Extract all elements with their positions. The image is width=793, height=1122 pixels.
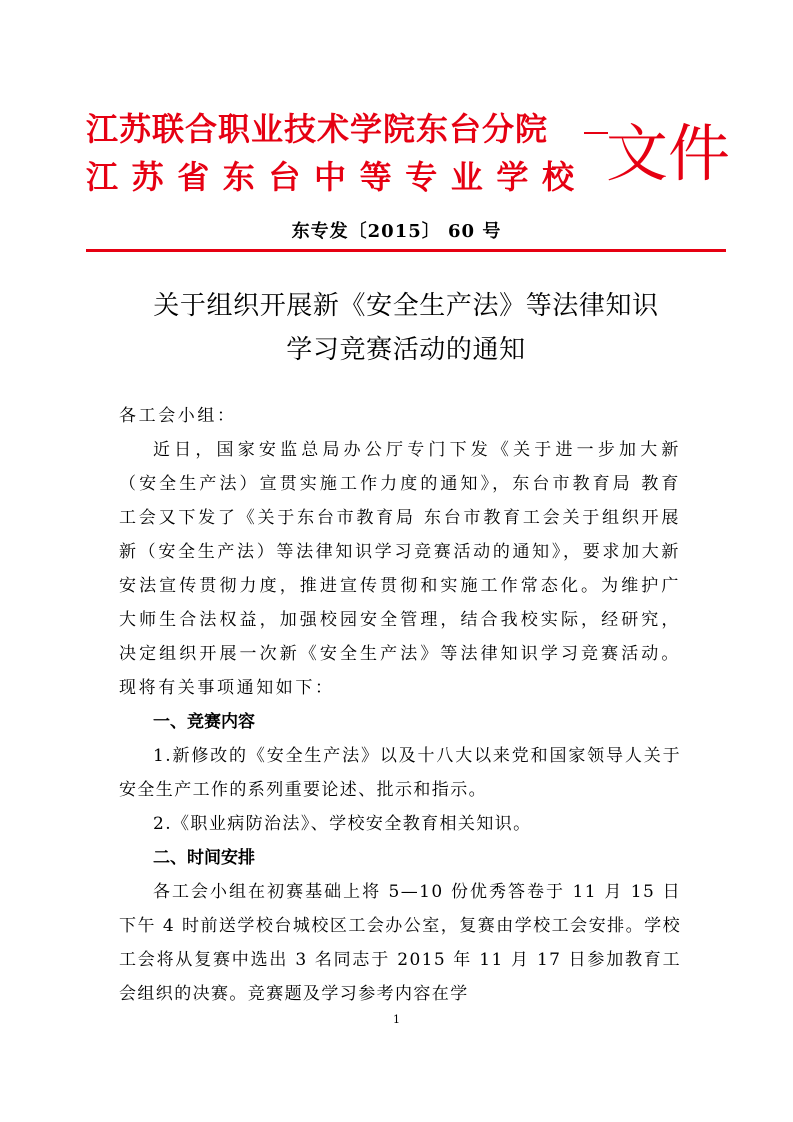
letterhead-connector-line	[584, 132, 608, 134]
document-body	[119, 399, 681, 1011]
body-paragraph-intro: 近日，国家安监总局办公厅专门下发《关于进一步加大新（安全生产法）宣贯实施工作力度的通知》，东台市教育局 教育工会又下发了《关于东台市教育局 东台市教育工会关于组织开展新（安全生产法）等法律知识学习竞赛活动的通知》，要求加大新安法宣传贯彻力度，推进宣传贯彻和实施工作常态化。为维护广大师生合法权益，加强校园安全管理，结合我校实际，经研究，决定组织开展一次新《安全生产法》等法律知识学习竞赛活动。现将有关事项通知如下：	[119, 440, 681, 698]
document-title-line-2: 学习竞赛活动的通知	[286, 335, 526, 365]
body-paragraph-schedule: 各工会小组在初赛基础上将 5—10 份优秀答卷于 11 月 15 日下午 4 时前送学校台城校区工会办公室，复赛由学校工会安排。学校工会将从复赛中选出 3 名同志于 2015 年 11 月 17 日参加教育工会组织的决赛。竞赛题及学习参考内容在学	[119, 882, 681, 1004]
letterhead	[86, 108, 731, 208]
letterhead-document-word: 文件	[606, 117, 731, 190]
section-item-2: 2.《职业病防治法》、学校安全教育相关知识。	[153, 814, 532, 834]
salutation: 各工会小组：	[119, 406, 237, 426]
section-heading-schedule: 二、时间安排	[153, 848, 255, 868]
letterhead-org-line-1: 江苏联合职业技术学院东台分院	[86, 110, 549, 148]
page-number: 1	[393, 1013, 400, 1026]
document-number: 东专发〔2015〕 60 号	[291, 221, 502, 242]
red-divider-line	[86, 249, 726, 252]
section-item-1: 1.新修改的《安全生产法》以及十八大以来党和国家领导人关于安全生产工作的系列重要论述、批示和指示。	[119, 746, 681, 800]
document-title-line-1: 关于组织开展新《安全生产法》等法律知识	[153, 291, 659, 321]
letterhead-org-line-2: 江苏省东台中等专业学校	[86, 158, 588, 196]
section-heading-competition-content: 一、竞赛内容	[153, 712, 255, 732]
